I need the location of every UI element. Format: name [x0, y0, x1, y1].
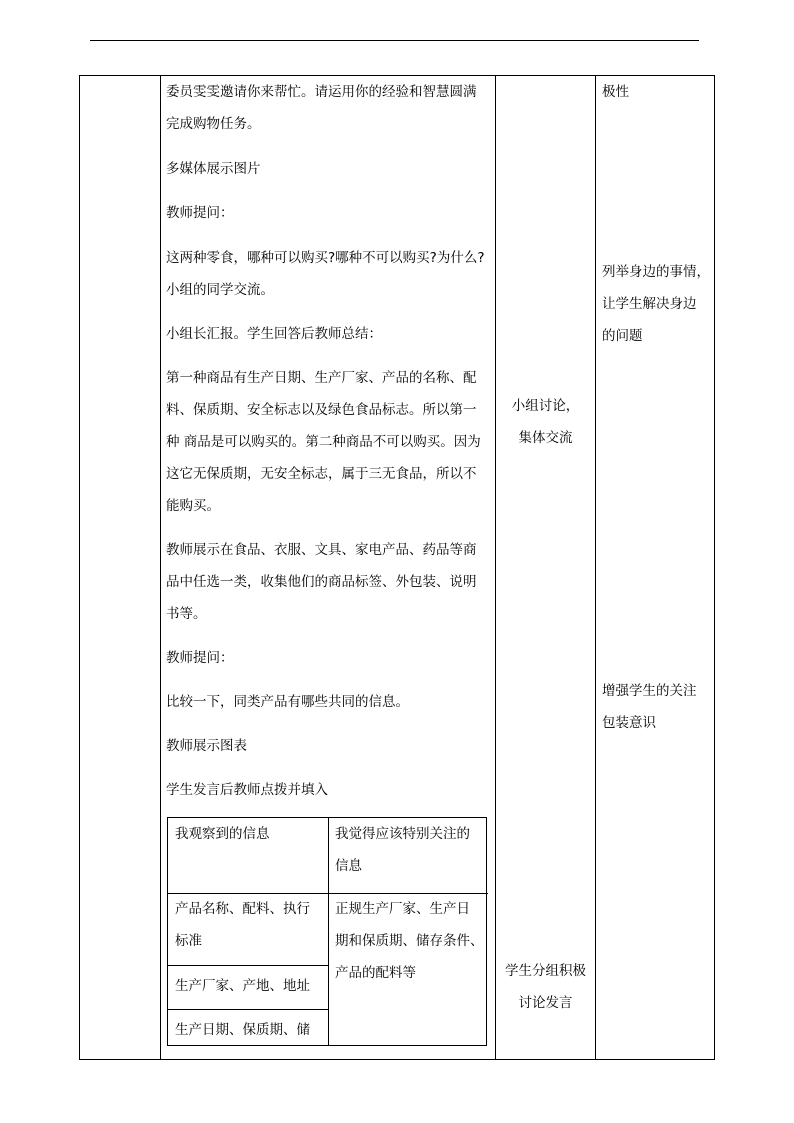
table-header-attention: 信息 — [335, 858, 362, 874]
table-cell: 生产厂家、产地、地址 — [175, 978, 310, 994]
paragraph-line: 多媒体展示图片 — [166, 161, 261, 177]
paragraph-line: 教师展示在食品、衣服、文具、家电产品、药品等商 — [166, 542, 477, 558]
table-cell: 产品名称、配料、执行 — [175, 901, 310, 917]
intent-text: 增强学生的关注 — [602, 683, 697, 699]
lesson-plan-table — [79, 75, 715, 1060]
activity-text: 集体交流 — [518, 430, 573, 446]
paragraph-line: 学生发言后教师点拨并填入 — [166, 782, 328, 798]
intent-text: 列举身边的事情， — [602, 264, 710, 280]
paragraph-line: 委员雯雯邀请你来帮忙。请运用你的经验和智慧圆满 — [166, 84, 477, 100]
paragraph-line: 这两种零食，哪种可以购买?哪种不可以购买?为什么? — [166, 250, 485, 266]
column-divider-2 — [495, 76, 496, 1059]
table-header-observed: 我观察到的信息 — [175, 826, 270, 842]
paragraph-line: 教师提问： — [166, 650, 234, 666]
paragraph-line: 教师提问： — [166, 205, 234, 221]
intent-text: 让学生解决身边 — [602, 296, 697, 312]
header-rule — [90, 40, 699, 41]
activity-text: 讨论发言 — [518, 995, 573, 1011]
paragraph-line: 小组的同学交流。 — [166, 282, 274, 298]
info-comparison-table — [167, 817, 487, 1046]
paragraph-line: 比较一下，同类产品有哪些共同的信息。 — [166, 694, 409, 710]
paragraph-line: 品中任选一类，收集他们的商品标签、外包装、说明 — [166, 574, 477, 590]
paragraph-line: 能购买。 — [166, 498, 220, 514]
paragraph-line: 这它无保质期，无安全标志，属于三无食品，所以不 — [166, 466, 477, 482]
intent-text: 包装意识 — [602, 715, 656, 731]
paragraph-line: 小组长汇报。学生回答后教师总结： — [166, 326, 382, 342]
paragraph-line: 种 商品是可以购买的。第二种商品不可以购买。因为 — [166, 434, 481, 450]
inner-row-divider — [168, 965, 328, 966]
table-cell: 正规生产厂家、生产日 — [335, 901, 470, 917]
inner-row-divider — [168, 1009, 328, 1010]
table-cell: 标准 — [175, 933, 202, 949]
paragraph-line: 料、保质期、安全标志以及绿色食品标志。所以第一 — [166, 402, 477, 418]
column-divider-1 — [160, 76, 161, 1059]
table-cell: 产品的配料等 — [335, 965, 416, 981]
paragraph-line: 第一种商品有生产日期、生产厂家、产品的名称、配 — [166, 370, 477, 386]
activity-text: 学生分组积极 — [505, 963, 586, 979]
paragraph-line: 教师展示图表 — [166, 738, 247, 754]
intent-text: 极性 — [602, 84, 629, 100]
column-divider-3 — [595, 76, 596, 1059]
table-cell: 生产日期、保质期、储 — [175, 1022, 310, 1038]
table-cell: 期和保质期、储存条件、 — [335, 933, 484, 949]
intent-text: 的问题 — [602, 328, 643, 344]
paragraph-line: 完成购物任务。 — [166, 116, 261, 132]
activity-text: 小组讨论， — [511, 398, 580, 414]
table-header-attention: 我觉得应该特别关注的 — [335, 826, 470, 842]
paragraph-line: 书等。 — [166, 606, 207, 622]
inner-column-divider — [328, 818, 329, 1045]
